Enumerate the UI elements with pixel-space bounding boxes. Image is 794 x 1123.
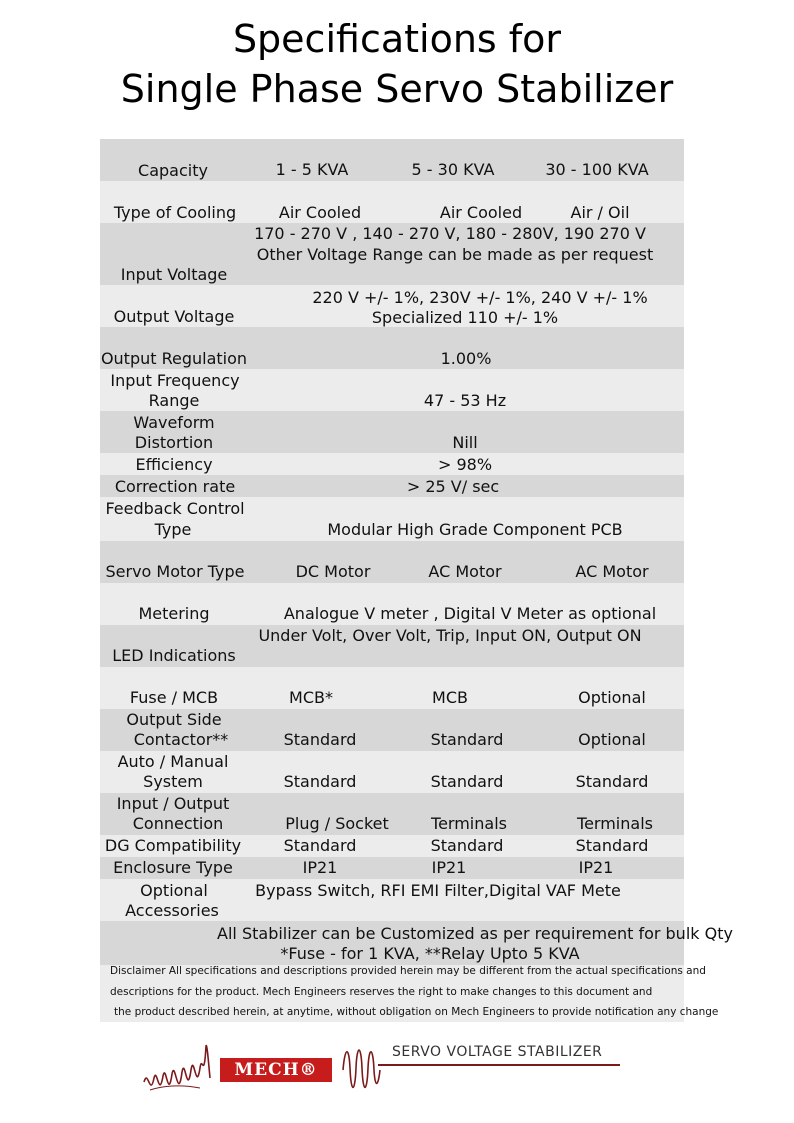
auto-manual-value-1: Standard xyxy=(283,772,357,791)
row-label-waveform-2: Distortion xyxy=(134,433,214,452)
row-label-metering: Metering xyxy=(138,604,210,623)
connection-value-2: Terminals xyxy=(431,814,507,833)
row-label-cooling: Type of Cooling xyxy=(113,203,237,222)
row-label-capacity: Capacity xyxy=(138,161,208,180)
dg-value-2: Standard xyxy=(430,836,504,855)
row-label-connection: Input / Output xyxy=(116,794,230,813)
input-frequency-value: 47 - 53 Hz xyxy=(423,391,507,410)
input-voltage-line-2: Other Voltage Range can be made as per request xyxy=(256,245,654,264)
logo-tagline: SERVO VOLTAGE STABILIZER xyxy=(392,1044,603,1060)
coil-icon xyxy=(340,1038,382,1098)
contactor-value-2: Standard xyxy=(430,730,504,749)
row-label-output-voltage: Output Voltage xyxy=(113,307,235,326)
efficiency-value: > 98% xyxy=(437,455,493,474)
row-label-efficiency: Efficiency xyxy=(135,455,213,474)
servo-motor-value-2: AC Motor xyxy=(428,562,502,581)
row-label-input-frequency-2: Range xyxy=(148,391,200,410)
contactor-value-1: Standard xyxy=(283,730,357,749)
custom-note-line-1: All Stabilizer can be Customized as per requirement for bulk Qty xyxy=(217,924,733,943)
cooling-value-3: Air / Oil xyxy=(570,203,630,222)
servo-motor-value-3: AC Motor xyxy=(575,562,649,581)
logo-underline xyxy=(378,1064,620,1066)
disclaimer-line-1: Disclaimer All specifications and descriptions provided herein may be different from the actual specifications and xyxy=(110,965,706,977)
connection-value-1: Plug / Socket xyxy=(285,814,389,833)
input-voltage-line-1: 170 - 270 V , 140 - 270 V, 180 - 280V, 190 270 V xyxy=(254,224,646,243)
capacity-value-2: 5 - 30 KVA xyxy=(411,160,495,179)
row-label-servo-motor: Servo Motor Type xyxy=(105,562,245,581)
custom-note-line-2: *Fuse - for 1 KVA, **Relay Upto 5 KVA xyxy=(280,944,580,963)
dg-value-3: Standard xyxy=(575,836,649,855)
row-label-input-voltage: Input Voltage xyxy=(120,265,228,284)
row-label-waveform: Waveform xyxy=(133,413,215,432)
capacity-value-1: 1 - 5 KVA xyxy=(275,160,349,179)
spec-table xyxy=(100,139,733,1022)
output-voltage-line-1: 220 V +/- 1%, 230V +/- 1%, 240 V +/- 1% xyxy=(312,288,648,307)
row-label-correction-rate: Correction rate xyxy=(114,477,236,496)
page-title xyxy=(0,14,794,114)
disclaimer-line-2: descriptions for the product. Mech Engineers reserves the right to make changes to this document and xyxy=(110,986,653,998)
led-value: Under Volt, Over Volt, Trip, Input ON, Output ON xyxy=(258,626,642,645)
row-label-auto-manual-2: System xyxy=(143,772,203,791)
enclosure-value-2: IP21 xyxy=(431,858,467,877)
fuse-value-3: Optional xyxy=(578,688,646,707)
dg-value-1: Standard xyxy=(283,836,357,855)
row-label-led: LED Indications xyxy=(112,646,236,665)
feedback-value: Modular High Grade Component PCB xyxy=(327,520,623,539)
row-label-accessories-2: Accessories xyxy=(125,901,219,920)
disclaimer-line-3: the product described herein, at anytime, without obligation on Mech Engineers to provide notification any change xyxy=(114,1006,719,1018)
row-label-input-frequency: Input Frequency xyxy=(110,371,240,390)
row-label-feedback-2: Type xyxy=(154,520,192,539)
correction-rate-value: > 25 V/ sec xyxy=(406,477,500,496)
row-label-dg: DG Compatibility xyxy=(104,836,242,855)
servo-motor-value-1: DC Motor xyxy=(295,562,371,581)
contactor-value-3: Optional xyxy=(578,730,646,749)
title-line-1: Specifications for xyxy=(232,17,562,61)
row-label-feedback: Feedback Control xyxy=(105,499,245,518)
fuse-value-1: MCB* xyxy=(289,688,333,707)
row-label-accessories: Optional xyxy=(140,881,208,900)
row-label-contactor: Output Side xyxy=(126,710,222,729)
row-label-connection-2: Connection xyxy=(132,814,224,833)
title-line-2: Single Phase Servo Stabilizer xyxy=(120,67,674,111)
row-label-output-regulation: Output Regulation xyxy=(100,349,248,368)
capacity-value-3: 30 - 100 KVA xyxy=(545,160,649,179)
auto-manual-value-2: Standard xyxy=(430,772,504,791)
brand-mark: MECH® xyxy=(220,1058,332,1082)
output-voltage-line-2: Specialized 110 +/- 1% xyxy=(371,308,559,327)
row-label-fuse: Fuse / MCB xyxy=(129,688,219,707)
metering-value: Analogue V meter , Digital V Meter as optional xyxy=(283,604,657,623)
row-label-contactor-2: Contactor** xyxy=(133,730,229,749)
row-label-auto-manual: Auto / Manual xyxy=(117,752,229,771)
auto-manual-value-3: Standard xyxy=(575,772,649,791)
cooling-value-1: Air Cooled xyxy=(278,203,362,222)
output-regulation-value: 1.00% xyxy=(440,349,492,368)
signature-wave-icon xyxy=(140,1038,218,1106)
accessories-value: Bypass Switch, RFI EMI Filter,Digital VAF Mete xyxy=(255,881,621,900)
company-logo xyxy=(140,1036,620,1116)
waveform-value: Nill xyxy=(452,433,478,452)
cooling-value-2: Air Cooled xyxy=(439,203,523,222)
connection-value-3: Terminals xyxy=(577,814,653,833)
enclosure-value-1: IP21 xyxy=(302,858,338,877)
row-label-enclosure: Enclosure Type xyxy=(113,858,233,877)
enclosure-value-3: IP21 xyxy=(578,858,614,877)
fuse-value-2: MCB xyxy=(432,688,468,707)
